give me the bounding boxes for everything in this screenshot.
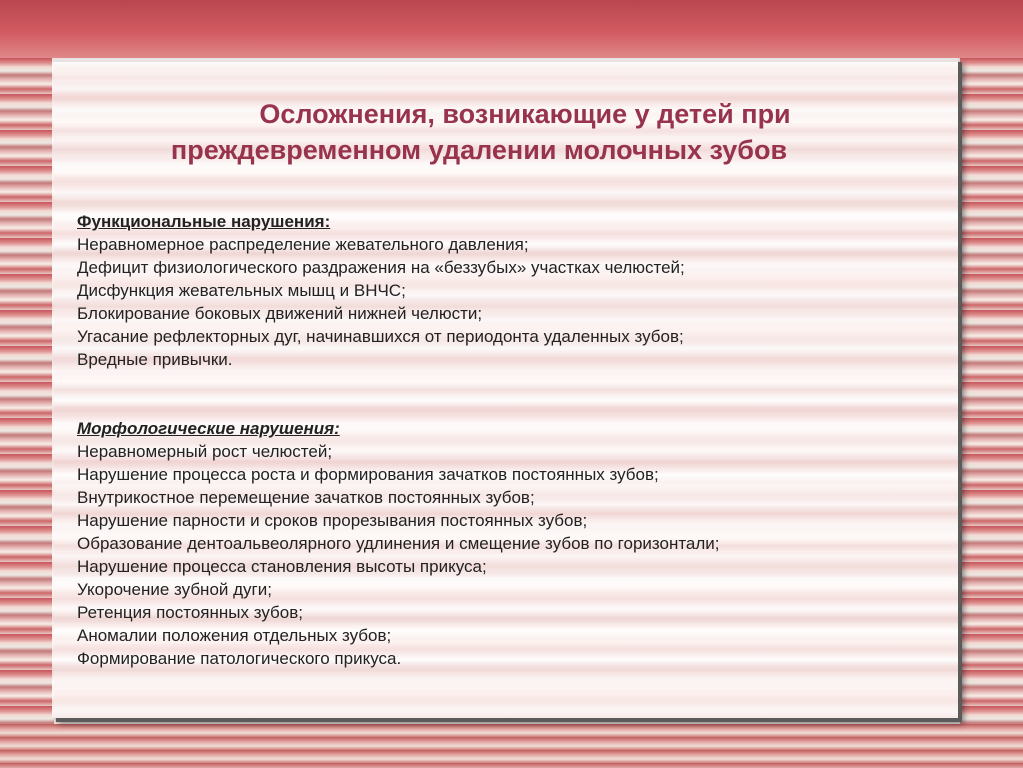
- slide-title-line-1: Осложнения, возникающие у детей при: [259, 99, 791, 129]
- list-item: Нарушение парности и сроков прорезывания постоянных зубов;: [77, 511, 588, 530]
- background-right-stripes: [960, 58, 1023, 724]
- slide-content: [77, 210, 937, 670]
- section-functional: [77, 210, 937, 371]
- list-item: Блокирование боковых движений нижней челюсти;: [77, 304, 483, 323]
- list-item: Дефицит физиологического раздражения на «беззубых» участках челюстей;: [77, 258, 685, 277]
- list-item: Ретенция постоянных зубов;: [77, 603, 303, 622]
- list-item: Нарушение процесса становления высоты прикуса;: [77, 557, 487, 576]
- list-item: Неравномерное распределение жевательного давления;: [77, 235, 529, 254]
- list-item: Дисфункция жевательных мышц и ВНЧС;: [77, 281, 406, 300]
- list-item: Аномалии положения отдельных зубов;: [77, 626, 392, 645]
- background-top-band: [0, 0, 1023, 58]
- section-heading-functional: Функциональные нарушения:: [77, 212, 331, 231]
- slide-title-line-2: преждевременном удалении молочных зубов: [170, 135, 788, 165]
- panel-top-edge: [52, 58, 958, 62]
- slide-title: [52, 96, 958, 168]
- section-heading-morphological: Морфологические нарушения:: [77, 419, 340, 438]
- list-item: Укорочение зубной дуги;: [77, 580, 272, 599]
- list-item: Нарушение процесса роста и формирования зачатков постоянных зубов;: [77, 465, 659, 484]
- background-bottom-stripes: [0, 724, 1023, 768]
- list-item: Угасание рефлекторных дуг, начинавшихся от периодонта удаленных зубов;: [77, 327, 684, 346]
- background-left-stripes: [0, 58, 54, 724]
- list-item: Вредные привычки.: [77, 350, 233, 369]
- list-item: Образование дентоальвеолярного удлинения и смещение зубов по горизонтали;: [77, 534, 720, 553]
- slide-panel: [52, 58, 958, 718]
- list-item: Неравномерный рост челюстей;: [77, 442, 333, 461]
- list-item: Формирование патологического прикуса.: [77, 649, 402, 668]
- section-morphological: [77, 417, 937, 670]
- list-item: Внутрикостное перемещение зачатков постоянных зубов;: [77, 488, 535, 507]
- section-spacer: [77, 371, 937, 417]
